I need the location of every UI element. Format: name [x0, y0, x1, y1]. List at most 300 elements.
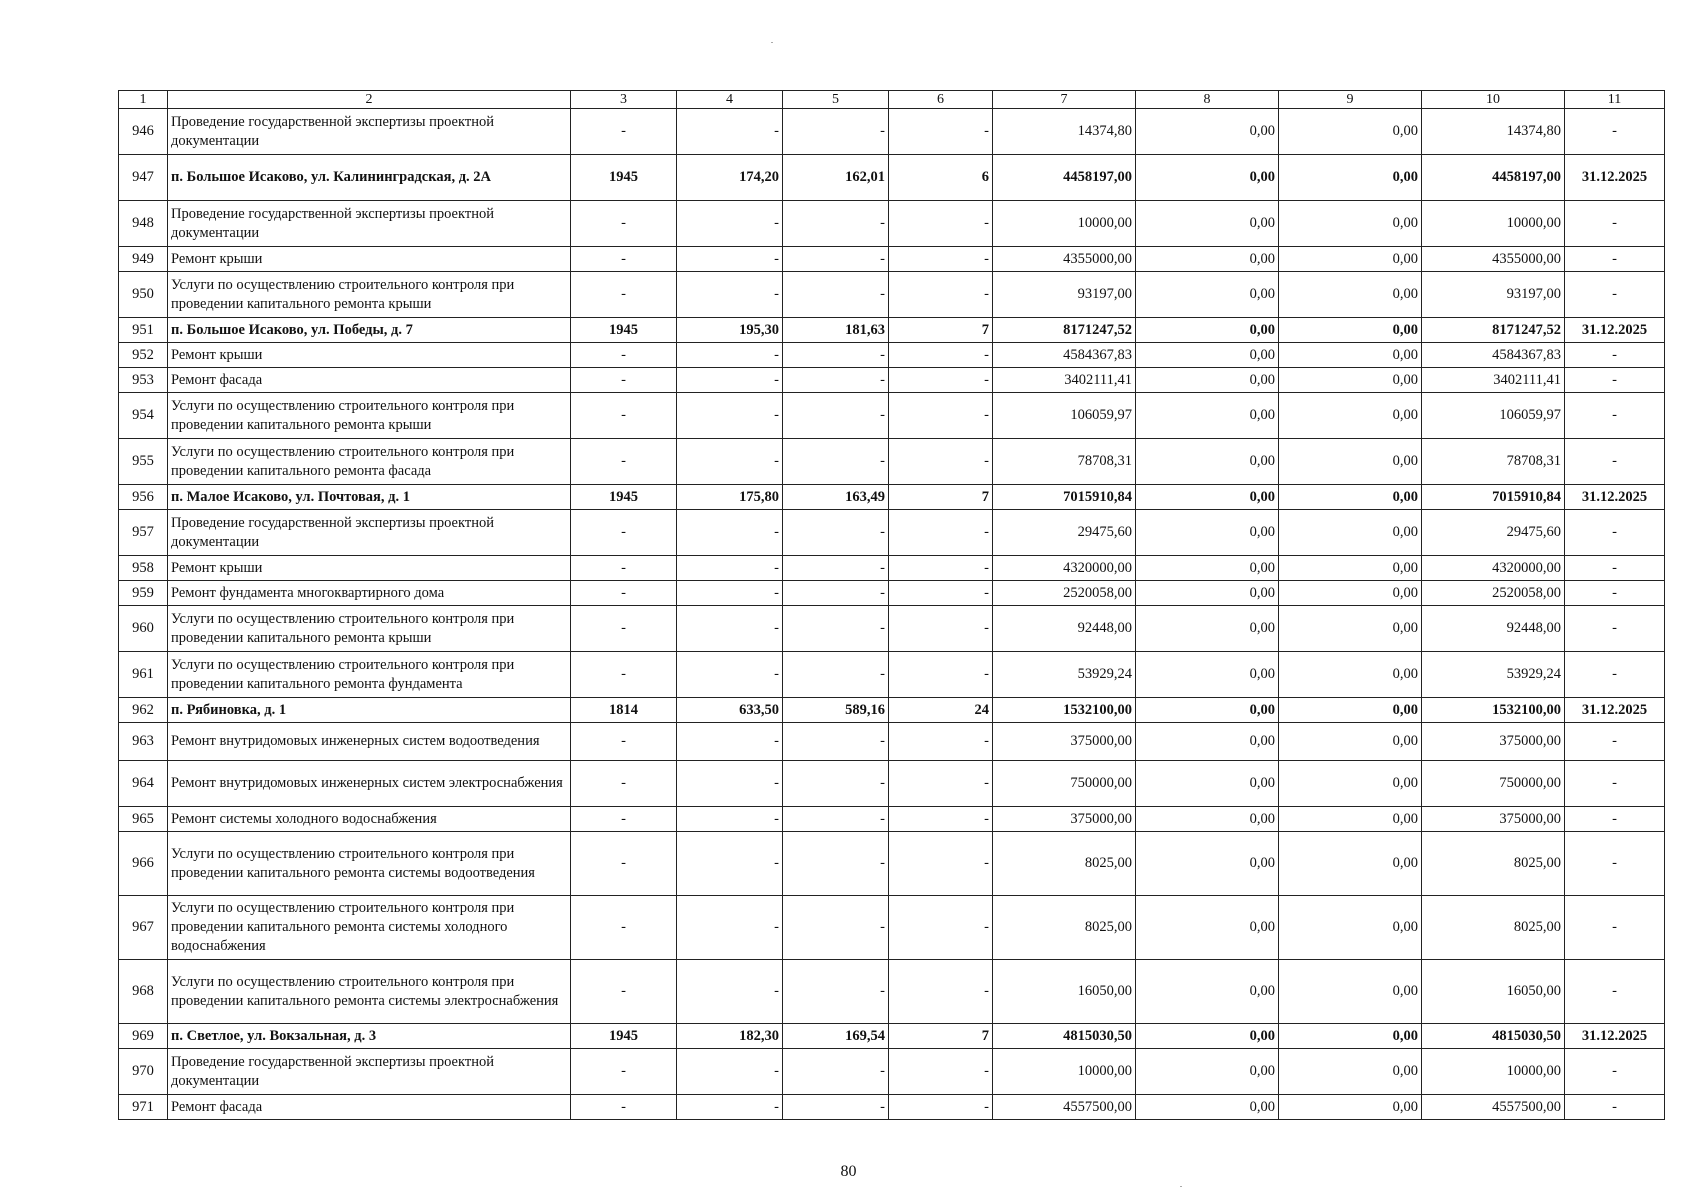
deadline-cell: -	[1565, 393, 1665, 439]
area-cell: -	[677, 272, 783, 318]
area-cell: 182,30	[677, 1024, 783, 1049]
budget-cell: 0,00	[1279, 272, 1422, 318]
row-name: Ремонт внутридомовых инженерных систем электроснабжения	[168, 761, 571, 807]
row-name: Ремонт фасада	[168, 368, 571, 393]
deadline-cell: -	[1565, 368, 1665, 393]
budget-cell: 0,00	[1279, 368, 1422, 393]
row-name: п. Малое Исаково, ул. Почтовая, д. 1	[168, 485, 571, 510]
residents-cell: -	[889, 807, 993, 832]
deadline-cell: -	[1565, 652, 1665, 698]
year-cell: -	[571, 807, 677, 832]
budget-cell: 0,00	[1279, 832, 1422, 896]
row-name: Ремонт крыши	[168, 343, 571, 368]
header-cell: 6	[889, 91, 993, 109]
row-number: 961	[119, 652, 168, 698]
deadline-cell: -	[1565, 896, 1665, 960]
year-cell: -	[571, 723, 677, 761]
year-cell: -	[571, 201, 677, 247]
area-cell: -	[677, 343, 783, 368]
deadline-cell: -	[1565, 109, 1665, 155]
year-cell: -	[571, 1095, 677, 1120]
work-item-row	[119, 960, 1665, 1024]
area-cell: -	[677, 960, 783, 1024]
fund-cell: 0,00	[1136, 960, 1279, 1024]
living-area-cell: -	[783, 368, 889, 393]
header-cell: 3	[571, 91, 677, 109]
residents-cell: -	[889, 581, 993, 606]
budget-cell: 0,00	[1279, 393, 1422, 439]
residents-cell: -	[889, 652, 993, 698]
budget-cell: 0,00	[1279, 343, 1422, 368]
area-cell: 195,30	[677, 318, 783, 343]
address-row	[119, 155, 1665, 201]
work-item-row	[119, 761, 1665, 807]
row-number: 966	[119, 832, 168, 896]
living-area-cell: 181,63	[783, 318, 889, 343]
owners-funds-cell: 4584367,83	[1422, 343, 1565, 368]
budget-cell: 0,00	[1279, 485, 1422, 510]
area-cell: 633,50	[677, 698, 783, 723]
residents-cell: -	[889, 960, 993, 1024]
budget-cell: 0,00	[1279, 723, 1422, 761]
fund-cell: 0,00	[1136, 485, 1279, 510]
deadline-cell: -	[1565, 761, 1665, 807]
fund-cell: 0,00	[1136, 272, 1279, 318]
owners-funds-cell: 14374,80	[1422, 109, 1565, 155]
area-cell: -	[677, 1095, 783, 1120]
area-cell: -	[677, 581, 783, 606]
area-cell: -	[677, 723, 783, 761]
row-number: 956	[119, 485, 168, 510]
owners-funds-cell: 92448,00	[1422, 606, 1565, 652]
total-cost-cell: 7015910,84	[993, 485, 1136, 510]
area-cell: -	[677, 109, 783, 155]
header-cell: 10	[1422, 91, 1565, 109]
row-name: Проведение государственной экспертизы проектной документации	[168, 1049, 571, 1095]
residents-cell: -	[889, 109, 993, 155]
living-area-cell: -	[783, 761, 889, 807]
owners-funds-cell: 8025,00	[1422, 832, 1565, 896]
address-row	[119, 1024, 1665, 1049]
deadline-cell: -	[1565, 510, 1665, 556]
row-number: 953	[119, 368, 168, 393]
row-number: 967	[119, 896, 168, 960]
total-cost-cell: 106059,97	[993, 393, 1136, 439]
deadline-cell: -	[1565, 272, 1665, 318]
header-cell: 8	[1136, 91, 1279, 109]
budget-cell: 0,00	[1279, 1024, 1422, 1049]
row-number: 968	[119, 960, 168, 1024]
year-cell: -	[571, 606, 677, 652]
fund-cell: 0,00	[1136, 832, 1279, 896]
year-cell: -	[571, 247, 677, 272]
owners-funds-cell: 4355000,00	[1422, 247, 1565, 272]
deadline-cell: -	[1565, 1095, 1665, 1120]
fund-cell: 0,00	[1136, 439, 1279, 485]
row-number: 952	[119, 343, 168, 368]
area-cell: -	[677, 510, 783, 556]
living-area-cell: -	[783, 109, 889, 155]
fund-cell: 0,00	[1136, 247, 1279, 272]
total-cost-cell: 4355000,00	[993, 247, 1136, 272]
living-area-cell: -	[783, 1095, 889, 1120]
header-cell: 1	[119, 91, 168, 109]
row-number: 964	[119, 761, 168, 807]
fund-cell: 0,00	[1136, 109, 1279, 155]
row-name: Услуги по осуществлению строительного контроля при проведении капитального ремонта системы холодного водоснабжения	[168, 896, 571, 960]
fund-cell: 0,00	[1136, 201, 1279, 247]
row-name: Ремонт крыши	[168, 247, 571, 272]
year-cell: 1945	[571, 155, 677, 201]
living-area-cell: -	[783, 832, 889, 896]
year-cell: 1814	[571, 698, 677, 723]
budget-cell: 0,00	[1279, 581, 1422, 606]
row-number: 962	[119, 698, 168, 723]
area-cell: 175,80	[677, 485, 783, 510]
fund-cell: 0,00	[1136, 1095, 1279, 1120]
area-cell: -	[677, 247, 783, 272]
residents-cell: 6	[889, 155, 993, 201]
budget-cell: 0,00	[1279, 510, 1422, 556]
total-cost-cell: 8171247,52	[993, 318, 1136, 343]
living-area-cell: -	[783, 343, 889, 368]
scan-speck	[771, 42, 773, 43]
deadline-cell: -	[1565, 832, 1665, 896]
capital-repair-table	[118, 90, 1665, 1120]
total-cost-cell: 375000,00	[993, 807, 1136, 832]
residents-cell: -	[889, 368, 993, 393]
living-area-cell: -	[783, 807, 889, 832]
fund-cell: 0,00	[1136, 652, 1279, 698]
owners-funds-cell: 29475,60	[1422, 510, 1565, 556]
owners-funds-cell: 375000,00	[1422, 807, 1565, 832]
row-name: п. Большое Исаково, ул. Калининградская, д. 2А	[168, 155, 571, 201]
deadline-cell: -	[1565, 247, 1665, 272]
residents-cell: -	[889, 1049, 993, 1095]
area-cell: -	[677, 896, 783, 960]
total-cost-cell: 4584367,83	[993, 343, 1136, 368]
work-item-row	[119, 652, 1665, 698]
owners-funds-cell: 106059,97	[1422, 393, 1565, 439]
area-cell: 174,20	[677, 155, 783, 201]
deadline-cell: -	[1565, 606, 1665, 652]
row-number: 971	[119, 1095, 168, 1120]
deadline-cell: 31.12.2025	[1565, 1024, 1665, 1049]
row-name: п. Светлое, ул. Вокзальная, д. 3	[168, 1024, 571, 1049]
row-number: 958	[119, 556, 168, 581]
year-cell: -	[571, 510, 677, 556]
deadline-cell: 31.12.2025	[1565, 698, 1665, 723]
total-cost-cell: 93197,00	[993, 272, 1136, 318]
living-area-cell: -	[783, 556, 889, 581]
budget-cell: 0,00	[1279, 247, 1422, 272]
row-number: 950	[119, 272, 168, 318]
fund-cell: 0,00	[1136, 343, 1279, 368]
row-name: Услуги по осуществлению строительного контроля при проведении капитального ремонта фасада	[168, 439, 571, 485]
total-cost-cell: 2520058,00	[993, 581, 1136, 606]
deadline-cell: -	[1565, 201, 1665, 247]
fund-cell: 0,00	[1136, 1049, 1279, 1095]
row-number: 951	[119, 318, 168, 343]
row-number: 969	[119, 1024, 168, 1049]
document-page	[118, 90, 1664, 1120]
deadline-cell: -	[1565, 807, 1665, 832]
total-cost-cell: 4815030,50	[993, 1024, 1136, 1049]
row-name: Проведение государственной экспертизы проектной документации	[168, 201, 571, 247]
header-cell: 11	[1565, 91, 1665, 109]
total-cost-cell: 53929,24	[993, 652, 1136, 698]
row-number: 954	[119, 393, 168, 439]
area-cell: -	[677, 1049, 783, 1095]
fund-cell: 0,00	[1136, 807, 1279, 832]
row-name: Услуги по осуществлению строительного контроля при проведении капитального ремонта крыши	[168, 393, 571, 439]
row-number: 970	[119, 1049, 168, 1095]
budget-cell: 0,00	[1279, 109, 1422, 155]
row-name: Услуги по осуществлению строительного контроля при проведении капитального ремонта фундамента	[168, 652, 571, 698]
living-area-cell: -	[783, 272, 889, 318]
fund-cell: 0,00	[1136, 556, 1279, 581]
year-cell: -	[571, 832, 677, 896]
budget-cell: 0,00	[1279, 698, 1422, 723]
work-item-row	[119, 368, 1665, 393]
living-area-cell: -	[783, 439, 889, 485]
row-number: 946	[119, 109, 168, 155]
year-cell: -	[571, 960, 677, 1024]
row-number: 947	[119, 155, 168, 201]
living-area-cell: 169,54	[783, 1024, 889, 1049]
work-item-row	[119, 832, 1665, 896]
year-cell: -	[571, 581, 677, 606]
year-cell: -	[571, 343, 677, 368]
budget-cell: 0,00	[1279, 960, 1422, 1024]
residents-cell: -	[889, 723, 993, 761]
fund-cell: 0,00	[1136, 368, 1279, 393]
deadline-cell: -	[1565, 343, 1665, 368]
area-cell: -	[677, 556, 783, 581]
row-name: Ремонт внутридомовых инженерных систем водоотведения	[168, 723, 571, 761]
living-area-cell: -	[783, 201, 889, 247]
header-cell: 5	[783, 91, 889, 109]
budget-cell: 0,00	[1279, 318, 1422, 343]
total-cost-cell: 92448,00	[993, 606, 1136, 652]
year-cell: -	[571, 368, 677, 393]
deadline-cell: -	[1565, 960, 1665, 1024]
owners-funds-cell: 7015910,84	[1422, 485, 1565, 510]
row-name: Ремонт крыши	[168, 556, 571, 581]
header-cell: 9	[1279, 91, 1422, 109]
work-item-row	[119, 439, 1665, 485]
year-cell: -	[571, 393, 677, 439]
scan-speck	[1180, 1186, 1182, 1187]
budget-cell: 0,00	[1279, 1095, 1422, 1120]
deadline-cell: 31.12.2025	[1565, 318, 1665, 343]
owners-funds-cell: 10000,00	[1422, 1049, 1565, 1095]
residents-cell: -	[889, 343, 993, 368]
budget-cell: 0,00	[1279, 807, 1422, 832]
budget-cell: 0,00	[1279, 556, 1422, 581]
budget-cell: 0,00	[1279, 606, 1422, 652]
work-item-row	[119, 201, 1665, 247]
residents-cell: -	[889, 393, 993, 439]
row-name: Ремонт фасада	[168, 1095, 571, 1120]
year-cell: -	[571, 652, 677, 698]
living-area-cell: -	[783, 723, 889, 761]
area-cell: -	[677, 832, 783, 896]
living-area-cell: -	[783, 1049, 889, 1095]
fund-cell: 0,00	[1136, 510, 1279, 556]
living-area-cell: -	[783, 393, 889, 439]
living-area-cell: -	[783, 510, 889, 556]
row-name: Проведение государственной экспертизы проектной документации	[168, 109, 571, 155]
work-item-row	[119, 896, 1665, 960]
page-number: 80	[840, 1163, 857, 1180]
total-cost-cell: 14374,80	[993, 109, 1136, 155]
residents-cell: -	[889, 606, 993, 652]
header-cell: 4	[677, 91, 783, 109]
work-item-row	[119, 343, 1665, 368]
owners-funds-cell: 750000,00	[1422, 761, 1565, 807]
residents-cell: 7	[889, 485, 993, 510]
year-cell: -	[571, 272, 677, 318]
total-cost-cell: 4557500,00	[993, 1095, 1136, 1120]
fund-cell: 0,00	[1136, 723, 1279, 761]
year-cell: -	[571, 439, 677, 485]
living-area-cell: -	[783, 896, 889, 960]
address-row	[119, 318, 1665, 343]
year-cell: 1945	[571, 1024, 677, 1049]
row-name: Услуги по осуществлению строительного контроля при проведении капитального ремонта системы водоотведения	[168, 832, 571, 896]
row-number: 955	[119, 439, 168, 485]
row-name: п. Большое Исаково, ул. Победы, д. 7	[168, 318, 571, 343]
residents-cell: -	[889, 761, 993, 807]
total-cost-cell: 4458197,00	[993, 155, 1136, 201]
row-number: 960	[119, 606, 168, 652]
living-area-cell: 163,49	[783, 485, 889, 510]
year-cell: -	[571, 556, 677, 581]
residents-cell: -	[889, 201, 993, 247]
fund-cell: 0,00	[1136, 581, 1279, 606]
fund-cell: 0,00	[1136, 155, 1279, 201]
budget-cell: 0,00	[1279, 1049, 1422, 1095]
area-cell: -	[677, 201, 783, 247]
deadline-cell: -	[1565, 581, 1665, 606]
residents-cell: -	[889, 272, 993, 318]
total-cost-cell: 8025,00	[993, 832, 1136, 896]
budget-cell: 0,00	[1279, 652, 1422, 698]
deadline-cell: -	[1565, 1049, 1665, 1095]
work-item-row	[119, 510, 1665, 556]
fund-cell: 0,00	[1136, 318, 1279, 343]
living-area-cell: -	[783, 581, 889, 606]
total-cost-cell: 4320000,00	[993, 556, 1136, 581]
row-number: 963	[119, 723, 168, 761]
row-name: Услуги по осуществлению строительного контроля при проведении капитального ремонта крыши	[168, 606, 571, 652]
row-number: 965	[119, 807, 168, 832]
year-cell: -	[571, 896, 677, 960]
total-cost-cell: 8025,00	[993, 896, 1136, 960]
budget-cell: 0,00	[1279, 761, 1422, 807]
year-cell: 1945	[571, 485, 677, 510]
owners-funds-cell: 1532100,00	[1422, 698, 1565, 723]
residents-cell: -	[889, 510, 993, 556]
row-name: Ремонт системы холодного водоснабжения	[168, 807, 571, 832]
owners-funds-cell: 53929,24	[1422, 652, 1565, 698]
area-cell: -	[677, 606, 783, 652]
budget-cell: 0,00	[1279, 155, 1422, 201]
owners-funds-cell: 8025,00	[1422, 896, 1565, 960]
fund-cell: 0,00	[1136, 761, 1279, 807]
work-item-row	[119, 247, 1665, 272]
row-number: 959	[119, 581, 168, 606]
owners-funds-cell: 10000,00	[1422, 201, 1565, 247]
row-number: 949	[119, 247, 168, 272]
living-area-cell: 589,16	[783, 698, 889, 723]
deadline-cell: 31.12.2025	[1565, 155, 1665, 201]
owners-funds-cell: 4557500,00	[1422, 1095, 1565, 1120]
area-cell: -	[677, 439, 783, 485]
budget-cell: 0,00	[1279, 201, 1422, 247]
year-cell: -	[571, 109, 677, 155]
owners-funds-cell: 3402111,41	[1422, 368, 1565, 393]
row-name: Услуги по осуществлению строительного контроля при проведении капитального ремонта крыши	[168, 272, 571, 318]
area-cell: -	[677, 761, 783, 807]
owners-funds-cell: 4320000,00	[1422, 556, 1565, 581]
row-number: 948	[119, 201, 168, 247]
address-row	[119, 485, 1665, 510]
residents-cell: -	[889, 247, 993, 272]
owners-funds-cell: 78708,31	[1422, 439, 1565, 485]
budget-cell: 0,00	[1279, 896, 1422, 960]
area-cell: -	[677, 368, 783, 393]
work-item-row	[119, 109, 1665, 155]
fund-cell: 0,00	[1136, 393, 1279, 439]
work-item-row	[119, 556, 1665, 581]
fund-cell: 0,00	[1136, 896, 1279, 960]
total-cost-cell: 1532100,00	[993, 698, 1136, 723]
deadline-cell: -	[1565, 723, 1665, 761]
total-cost-cell: 375000,00	[993, 723, 1136, 761]
row-name: Услуги по осуществлению строительного контроля при проведении капитального ремонта системы электроснабжения	[168, 960, 571, 1024]
residents-cell: -	[889, 896, 993, 960]
work-item-row	[119, 581, 1665, 606]
address-row	[119, 698, 1665, 723]
row-name: Ремонт фундамента многоквартирного дома	[168, 581, 571, 606]
residents-cell: -	[889, 1095, 993, 1120]
area-cell: -	[677, 393, 783, 439]
total-cost-cell: 10000,00	[993, 1049, 1136, 1095]
area-cell: -	[677, 652, 783, 698]
owners-funds-cell: 375000,00	[1422, 723, 1565, 761]
year-cell: -	[571, 761, 677, 807]
residents-cell: -	[889, 556, 993, 581]
living-area-cell: -	[783, 960, 889, 1024]
total-cost-cell: 78708,31	[993, 439, 1136, 485]
deadline-cell: 31.12.2025	[1565, 485, 1665, 510]
owners-funds-cell: 8171247,52	[1422, 318, 1565, 343]
residents-cell: 7	[889, 318, 993, 343]
total-cost-cell: 3402111,41	[993, 368, 1136, 393]
total-cost-cell: 16050,00	[993, 960, 1136, 1024]
work-item-row	[119, 272, 1665, 318]
header-cell: 7	[993, 91, 1136, 109]
deadline-cell: -	[1565, 439, 1665, 485]
row-name: п. Рябиновка, д. 1	[168, 698, 571, 723]
residents-cell: 7	[889, 1024, 993, 1049]
header-cell: 2	[168, 91, 571, 109]
work-item-row	[119, 723, 1665, 761]
owners-funds-cell: 16050,00	[1422, 960, 1565, 1024]
residents-cell: -	[889, 832, 993, 896]
